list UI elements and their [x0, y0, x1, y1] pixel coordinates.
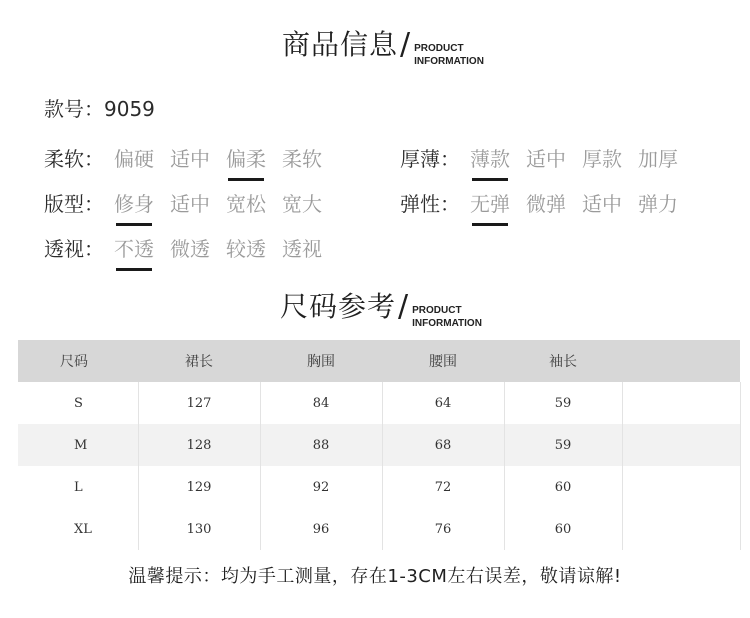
empty-cell — [622, 382, 740, 424]
title-slash: / — [400, 27, 411, 62]
attribute-label: 柔软： — [44, 146, 104, 171]
size-chart-title-en — [412, 304, 482, 330]
size-cell: L — [18, 466, 138, 508]
attribute-fit — [44, 187, 338, 217]
header-cell: 胸围 — [260, 340, 382, 382]
attribute-option: 适中 — [526, 146, 566, 171]
attribute-thickness — [400, 142, 694, 172]
size-chart-title — [280, 289, 482, 329]
header-cell: 尺码 — [18, 340, 138, 382]
sleeve-cell: 59 — [504, 382, 622, 424]
header-cell: 裙长 — [138, 340, 260, 382]
attribute-option: 宽大 — [282, 191, 322, 216]
attribute-option: 透视 — [282, 236, 322, 261]
attribute-softness — [44, 142, 338, 172]
attribute-elasticity — [400, 187, 694, 217]
empty-cell — [622, 466, 740, 508]
waist-cell: 76 — [382, 508, 504, 550]
attribute-label: 弹性： — [400, 191, 460, 216]
attribute-option-selected: 无弹 — [470, 188, 510, 217]
attribute-option: 厚款 — [582, 146, 622, 171]
size-chart-title-cn: 尺码参考 — [280, 290, 397, 323]
bust-cell: 96 — [260, 508, 382, 550]
attribute-option: 偏硬 — [114, 146, 154, 171]
attribute-option-selected: 修身 — [114, 188, 154, 217]
table-row — [18, 508, 740, 550]
attribute-option: 较透 — [226, 236, 266, 261]
attribute-option: 弹力 — [638, 191, 678, 216]
title-en-line-2: INFORMATION — [412, 318, 482, 329]
attribute-label: 版型： — [44, 191, 104, 216]
title-en-line-1: PRODUCT — [412, 305, 462, 316]
table-row — [18, 382, 740, 424]
attribute-option: 微弹 — [526, 191, 566, 216]
size-cell: XL — [18, 508, 138, 550]
product-info-title-en — [414, 42, 484, 68]
size-table — [18, 340, 741, 550]
title-slash: / — [398, 289, 409, 324]
length-cell: 127 — [138, 382, 260, 424]
attribute-option-selected: 不透 — [114, 233, 154, 262]
attribute-option: 微透 — [170, 236, 210, 261]
size-cell: S — [18, 382, 138, 424]
waist-cell: 72 — [382, 466, 504, 508]
waist-cell: 64 — [382, 382, 504, 424]
attribute-option: 适中 — [170, 191, 210, 216]
size-cell: M — [18, 424, 138, 466]
empty-cell — [622, 424, 740, 466]
style-number-value: 9059 — [104, 97, 155, 121]
length-cell: 130 — [138, 508, 260, 550]
waist-cell: 68 — [382, 424, 504, 466]
attribute-option-selected: 薄款 — [470, 143, 510, 172]
header-cell: 袖长 — [504, 340, 622, 382]
sleeve-cell: 60 — [504, 508, 622, 550]
attribute-option: 适中 — [170, 146, 210, 171]
table-row — [18, 466, 740, 508]
attribute-label: 透视： — [44, 236, 104, 261]
size-table-header — [18, 340, 740, 382]
style-number-label: 款号： — [44, 97, 104, 121]
title-en-line-2: INFORMATION — [414, 56, 484, 67]
attribute-option: 柔软 — [282, 146, 322, 171]
sleeve-cell: 60 — [504, 466, 622, 508]
attribute-option: 宽松 — [226, 191, 266, 216]
attribute-option: 加厚 — [638, 146, 678, 171]
bust-cell: 92 — [260, 466, 382, 508]
attribute-transparency — [44, 232, 338, 262]
product-info-title — [282, 27, 484, 67]
title-en-line-1: PRODUCT — [414, 43, 464, 54]
length-cell: 128 — [138, 424, 260, 466]
empty-cell — [622, 508, 740, 550]
table-row — [18, 424, 740, 466]
length-cell: 129 — [138, 466, 260, 508]
sleeve-cell: 59 — [504, 424, 622, 466]
header-cell — [622, 340, 740, 382]
bust-cell: 84 — [260, 382, 382, 424]
attribute-label: 厚薄： — [400, 146, 460, 171]
product-info-title-cn: 商品信息 — [282, 28, 399, 61]
style-number — [44, 93, 155, 122]
attribute-option: 适中 — [582, 191, 622, 216]
header-cell: 腰围 — [382, 340, 504, 382]
bust-cell: 88 — [260, 424, 382, 466]
measurement-tip: 温馨提示：均为手工测量，存在1-3CM左右误差，敬请谅解! — [128, 566, 622, 587]
attribute-option-selected: 偏柔 — [226, 143, 266, 172]
